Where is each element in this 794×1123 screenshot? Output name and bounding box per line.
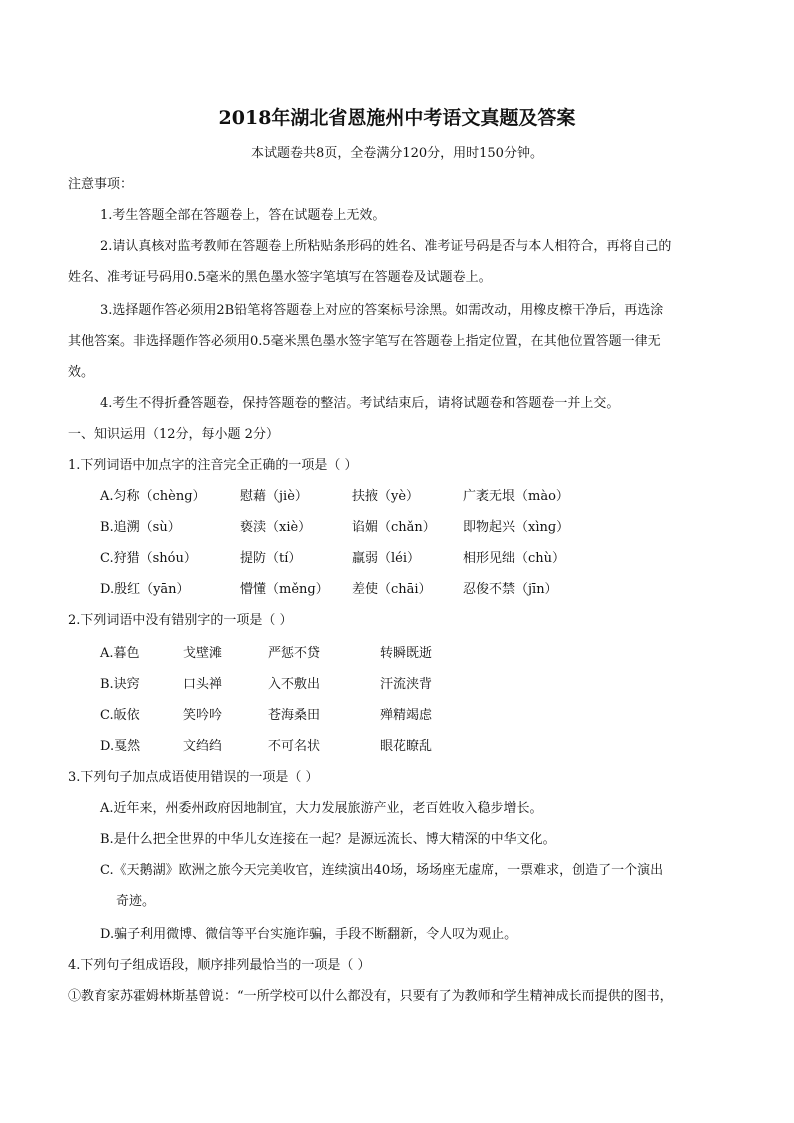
- q3-option-c-line-2: 奇迹。: [116, 894, 156, 909]
- q1-option-b-word-3: 谄媚（chǎn）: [352, 520, 436, 535]
- q4-stem: 4.下列句子组成语段，顺序排列最恰当的一项是（ ）: [68, 958, 371, 973]
- notice-item-3-line-2: 其他答案。非选择题作答必须用0.5毫米黑色墨水签字笔写在答题卷上指定位置，在其他位置答题一律无: [68, 334, 661, 349]
- q1-stem: 1.下列词语中加点字的注音完全正确的一项是（ ）: [68, 458, 358, 473]
- q1-option-c-word-3: 羸弱（léi）: [352, 551, 421, 566]
- notice-item-2-line-1: 2.请认真核对监考教师在答题卷上所粘贴条形码的姓名、准考证号码是否与本人相符合，再将自己的: [100, 239, 672, 254]
- q2-stem: 2.下列词语中没有错别字的一项是（ ）: [68, 613, 293, 628]
- q1-option-d-word-4: 忍俊不禁（jīn）: [463, 582, 558, 597]
- q4-sentence-1: ①教育家苏霍姆林斯基曾说：“一所学校可以什么都没有，只要有了为教师和学生精神成长而提供的图书，: [68, 989, 673, 1004]
- q2-option-d-word-3: 不可名状: [268, 739, 321, 754]
- q2-option-c-word-3: 苍海桑田: [268, 708, 321, 723]
- q2-option-a-word-2: 戈壁滩: [183, 646, 223, 661]
- q2-option-b-word-3: 入不敷出: [268, 677, 321, 692]
- q1-option-c-word-2: 提防（tí）: [240, 551, 302, 566]
- q2-option-b-word-4: 汗流浃背: [380, 677, 433, 692]
- notice-item-1: 1.考生答题全部在答题卷上，答在试题卷上无效。: [100, 208, 386, 223]
- q1-option-a-word-3: 扶掖（yè）: [352, 489, 420, 504]
- q1-option-a: A.匀称（chènɡ）: [100, 489, 206, 504]
- notice-item-3-line-3: 效。: [68, 365, 95, 380]
- notice-item-3-line-1: 3.选择题作答必须用2B铅笔将答题卷上对应的答案标号涂黑。如需改动，用橡皮檫干净后，再选涂: [100, 303, 664, 318]
- notice-item-2-line-2: 姓名、准考证号码用0.5毫米的黑色墨水签字笔填写在答题卷及试题卷上。: [68, 270, 492, 285]
- q3-option-a: A.近年来，州委州政府因地制宜，大力发展旅游产业，老百姓收入稳步增长。: [100, 801, 543, 816]
- q2-option-a-word-3: 严惩不贷: [268, 646, 321, 661]
- notice-heading: 注意事项：: [68, 177, 134, 192]
- q2-option-d: D.戛然: [100, 739, 141, 754]
- exam-info: 本试题卷共8页，全卷满分120分，用时150分钟。: [251, 146, 543, 161]
- section-1-heading: 一、知识运用（12分，每小题 2分）: [68, 427, 279, 442]
- q2-option-b-word-2: 口头禅: [183, 677, 223, 692]
- q1-option-b-word-2: 亵渎（xiè）: [240, 520, 312, 535]
- q2-option-c-word-2: 笑吟吟: [183, 708, 223, 723]
- q2-option-c-word-4: 殚精竭虑: [380, 708, 433, 723]
- q2-option-c: C.皈依: [100, 708, 140, 723]
- q1-option-d: D.殷红（yān）: [100, 582, 190, 597]
- q3-option-d: D.骗子利用微博、微信等平台实施诈骗，手段不断翻新，令人叹为观止。: [100, 927, 518, 942]
- q3-stem: 3.下列句子加点成语使用错误的一项是（ ）: [68, 770, 319, 785]
- q2-option-d-word-2: 文绉绉: [183, 739, 223, 754]
- notice-item-4: 4.考生不得折叠答题卷，保持答题卷的整洁。考试结束后，请将试题卷和答题卷一并上交。: [100, 396, 620, 411]
- q1-option-c: C.狩猎（shóu）: [100, 551, 197, 566]
- q3-option-c-line-1: C.《天鹅湖》欧洲之旅今天完美收官，连续演出40场，场场座无虚席，一票难求，创造了一个演出: [100, 863, 664, 878]
- q2-option-d-word-4: 眼花瞭乱: [380, 739, 433, 754]
- q1-option-a-word-2: 慰藉（jiè）: [240, 489, 308, 504]
- q1-option-b: B.追溯（sù）: [100, 520, 181, 535]
- q2-option-a-word-4: 转瞬既逝: [380, 646, 433, 661]
- q1-option-b-word-4: 即物起兴（xìnɡ）: [463, 520, 570, 535]
- q2-option-b: B.诀窍: [100, 677, 140, 692]
- q3-option-b: B.是什么把全世界的中华儿女连接在一起？是源远流长、博大精深的中华文化。: [100, 832, 556, 847]
- q1-option-d-word-2: 懵懂（měnɡ）: [240, 582, 329, 597]
- q1-option-c-word-4: 相形见绌（chù）: [463, 551, 566, 566]
- q1-option-d-word-3: 差使（chāi）: [352, 582, 432, 597]
- q1-option-a-word-4: 广袤无垠（mào）: [463, 489, 569, 504]
- page-title: 2018年湖北省恩施州中考语文真题及答案: [218, 107, 576, 129]
- q2-option-a: A.暮色: [100, 646, 140, 661]
